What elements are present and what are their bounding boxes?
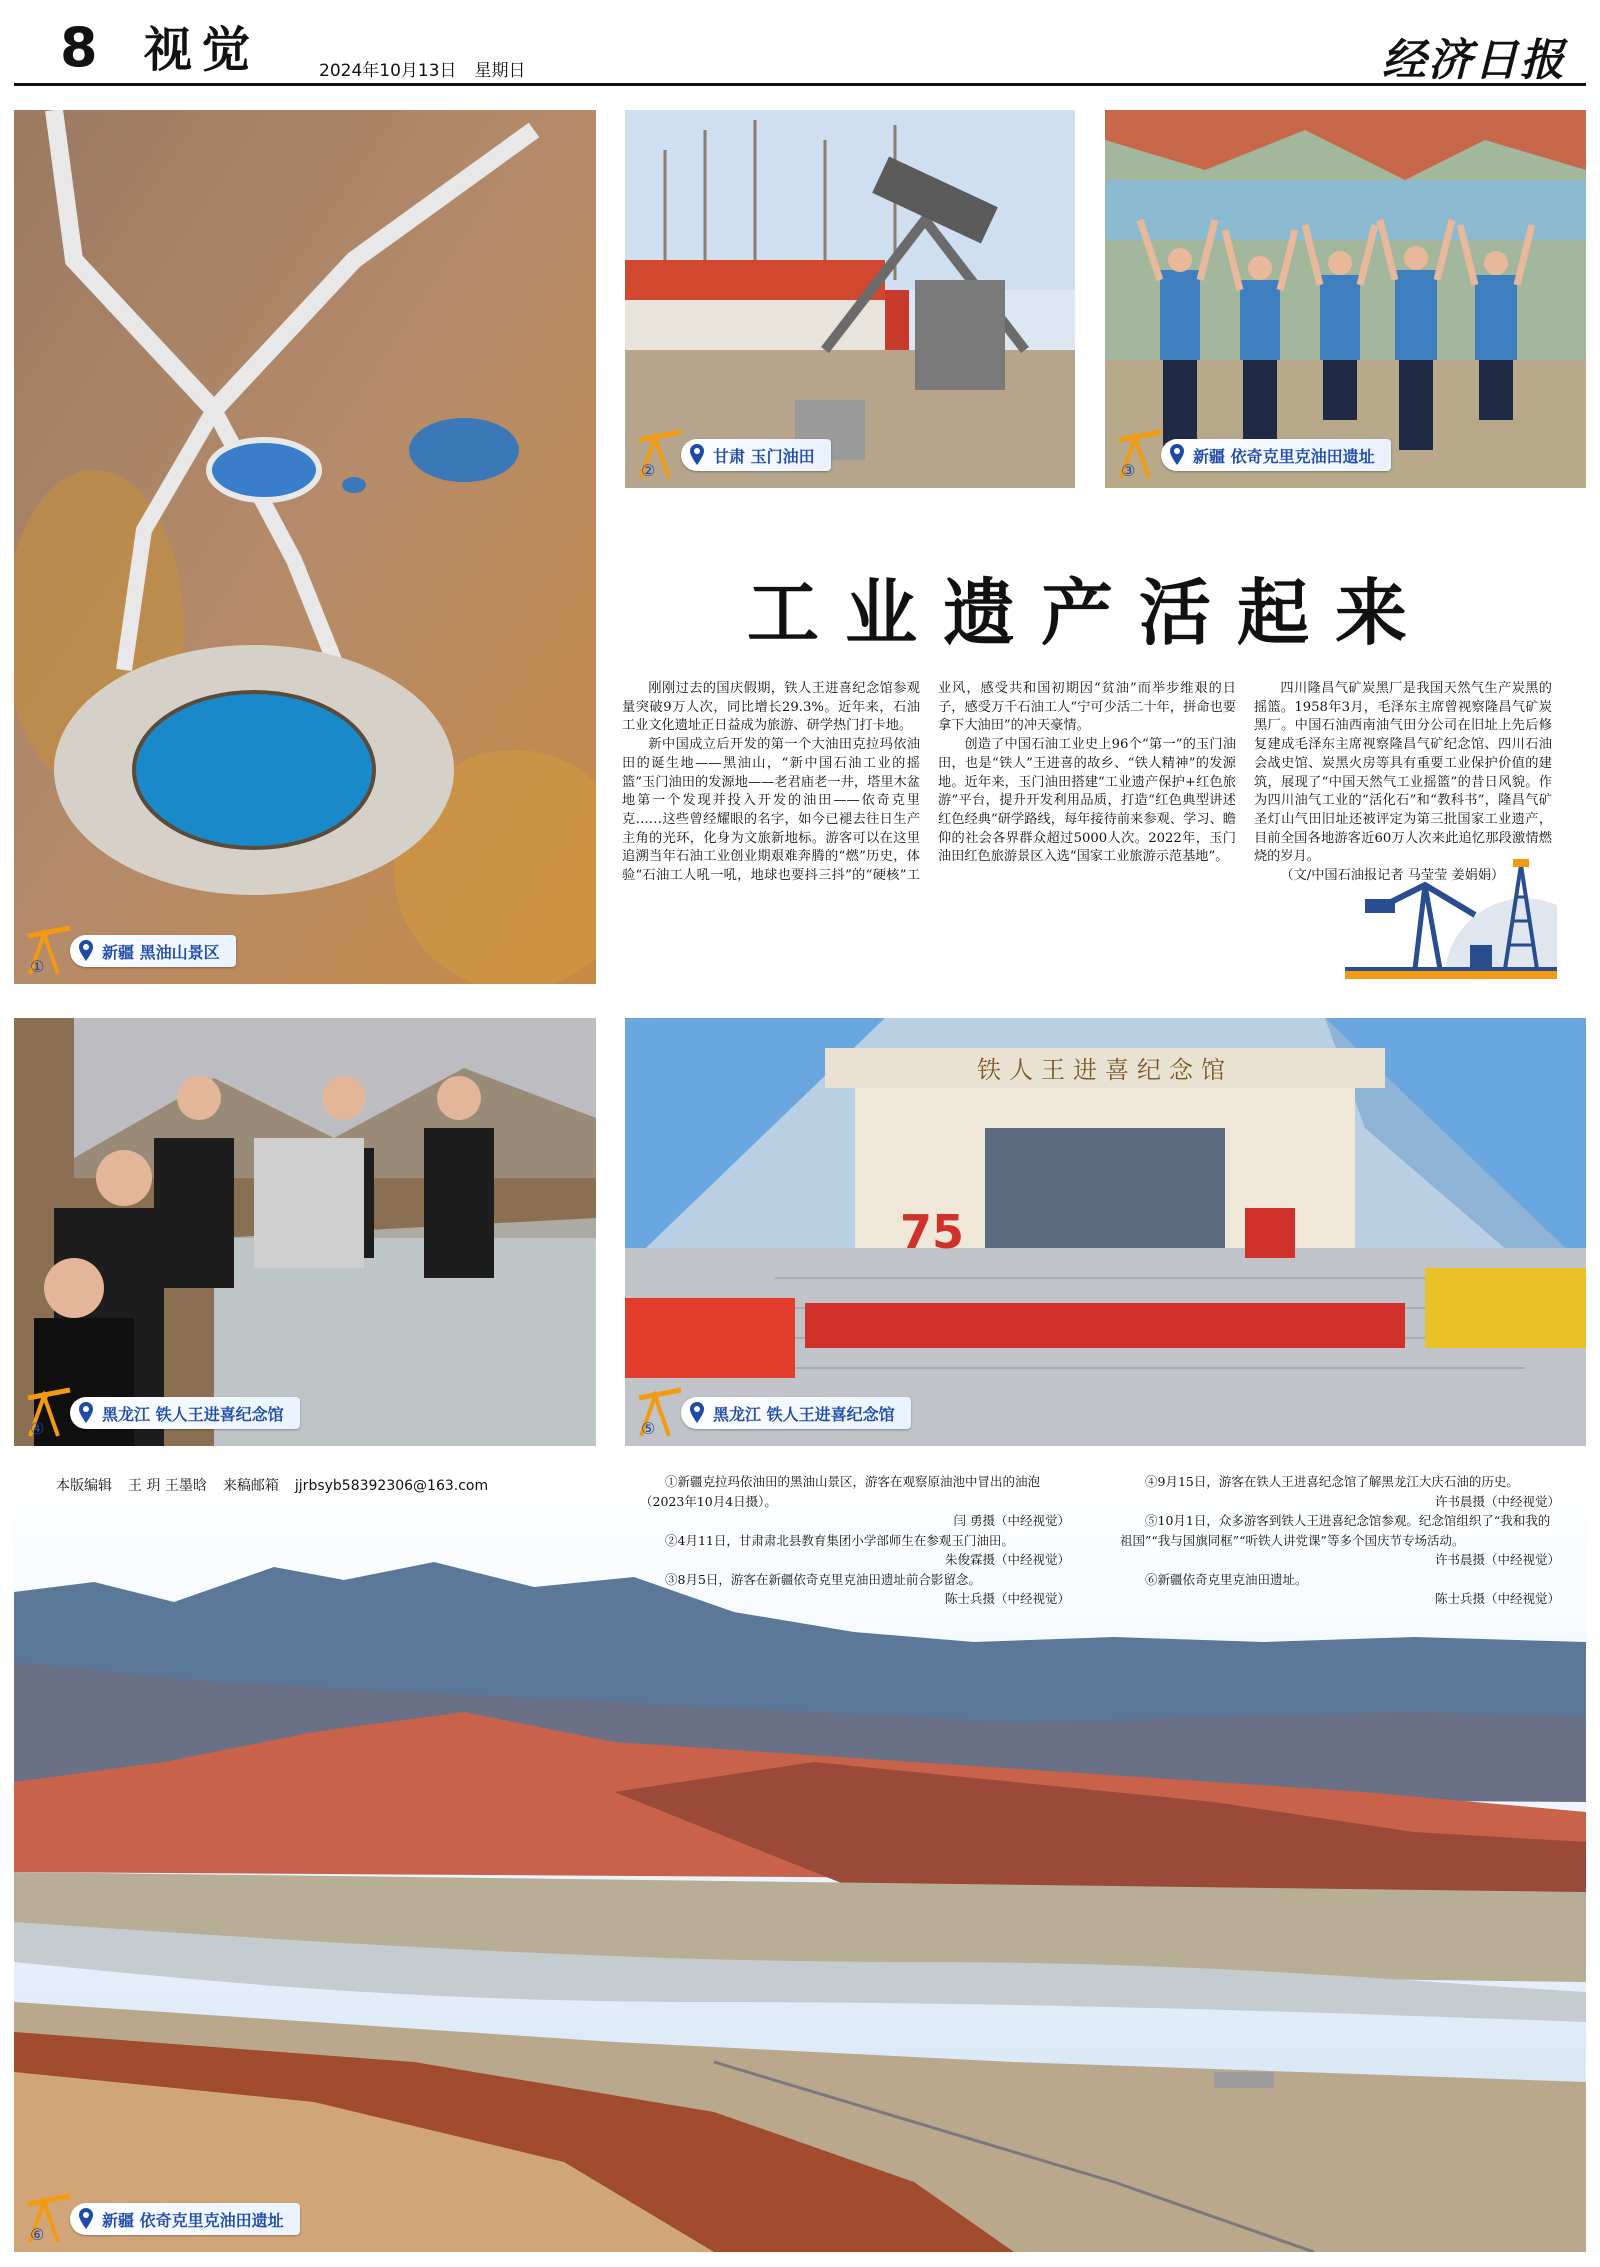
masthead [14, 0, 1586, 86]
oil-derrick-icon [24, 924, 74, 978]
captions-left-column [640, 1472, 1070, 1609]
caption-credit: 朱俊霖摄（中经视觉） [944, 1552, 1070, 1567]
location-label: 甘肃 玉门油田 [713, 446, 815, 466]
photo-4-image [14, 1018, 596, 1446]
section-title: 视觉 [144, 22, 261, 78]
location-pill [681, 1397, 911, 1429]
date-text: 2024年10月13日 [319, 61, 457, 81]
submission-email: jjrbsyb58392306@163.com [294, 1478, 489, 1494]
location-tag [24, 2200, 300, 2244]
location-pill [681, 439, 831, 471]
svg-text:75: 75 [900, 1205, 965, 1259]
article-paragraph: 四川隆昌气矿炭黑厂是我国天然气生产炭黑的摇篮。1958年3月，毛泽东主席曾视察隆昌气矿炭黑厂。中国石油西南油气田分公司在旧址上先后修复建成毛泽东主席视察隆昌气矿纪念馆、四川石油会战史馆、炭黑火房等具有重要工业保护价值的建筑，展现了“中国天然气工业摇篮”的昔日风貌。作为四川油气工业的“活化石”和“教科书”，隆昌气矿圣灯山气田旧址还被评定为第三批国家工业遗产，目前全国各地游客近60万人次来此追忆那段激情燃烧的岁月。 [1254, 681, 1552, 865]
photo-number: ⑥ [30, 2225, 45, 2244]
caption-credit: 陈士兵摄（中经视觉） [1434, 1591, 1560, 1606]
article-paragraph: 刚刚过去的国庆假期，铁人王进喜纪念馆参观量突破9万人次，同比增长29.3%。近年来，石油工业文化遗址正日益成为旅游、研学热门打卡地。 [622, 681, 920, 734]
captions-right-column [1120, 1472, 1560, 1609]
email-label: 来稿邮箱 [222, 1478, 279, 1494]
oil-derrick-icon [24, 1386, 74, 1440]
photo-1-heiyoushan [14, 110, 596, 984]
location-pill [70, 935, 236, 967]
editors-credit [56, 1475, 504, 1495]
headline: 工业遗产活起来 [746, 571, 1433, 655]
caption-credit: 陈士兵摄（中经视觉） [944, 1591, 1070, 1606]
location-pin-icon [78, 1402, 94, 1424]
location-pill [1161, 439, 1391, 471]
location-label: 黑龙江 铁人王进喜纪念馆 [713, 1404, 895, 1424]
issue-date [319, 56, 526, 81]
oil-derrick-icon [635, 428, 685, 482]
article-paragraph: 新中国成立后开发的第一个大油田克拉玛依油田的诞生地——黑油山，“新中国石油工业的摇篮”玉门油田的发源地——老君庙老一井，塔里木盆地第一个发现并投入开发的油田——依奇克里克……这些曾经耀眼的名字，如今已褪去往日生产主角的光环，化身为文旅新地标。游客可以在这里追溯当年石油工业创业期艰难奔腾的“燃”历史，体验“石油工人吼一吼，地球也要抖三抖”的“硬核”工业风，感受共和国初期因“贫油”而举步维艰的日子，感受万千石油工人“宁可少活二十年，拼命也要拿下大油田”的冲天豪情。 [622, 681, 1236, 884]
location-label: 黑龙江 铁人王进喜纪念馆 [102, 1404, 284, 1424]
newspaper-logo: 经济日报 [1382, 35, 1566, 86]
location-pin-icon [78, 2208, 94, 2230]
photo-1-image [14, 110, 596, 984]
photo-3-yiqikelike-group [1105, 110, 1586, 488]
photo-4-museum-interior [14, 1018, 596, 1446]
location-pin-icon [689, 1402, 705, 1424]
photo-5-memorial-hall [625, 1018, 1586, 1446]
location-pill [70, 2203, 300, 2235]
caption-credit: 许书晨摄（中经视觉） [1434, 1493, 1560, 1509]
location-tag [24, 932, 236, 976]
location-pin-icon [78, 940, 94, 962]
article-byline: （文/中国石油报记者 马莹莹 姜娟娟） [1280, 868, 1505, 884]
oil-derrick-icon [24, 2192, 74, 2246]
oil-industry-illustration [1345, 845, 1557, 979]
photo-3-image [1105, 110, 1586, 488]
location-tag [24, 1394, 300, 1438]
location-tag [635, 1394, 911, 1438]
location-pin-icon [689, 444, 705, 466]
photo-2-yumen [625, 110, 1075, 488]
photo-number: ② [641, 461, 656, 480]
caption-6: ⑥新疆依奇克里克油田遗址。 [1145, 1571, 1308, 1587]
article-paragraph: 创造了中国石油工业史上96个“第一”的玉门油田，也是“铁人”王进喜的故乡、“铁人精神”的发源地。近年来，玉门油田搭建“工业遗产保护+红色旅游”平台，提升开发利用品质，打造“红色典型讲述红色经典”研学路线，每年接待前来参观、学习、瞻仰的社会各界群众超过5000人次。2022年，玉门油田红色旅游景区入选“国家工业旅游示范基地”。 [938, 737, 1236, 865]
photo-number: ⑤ [641, 1419, 656, 1438]
caption-5: ⑤10月1日，众多游客到铁人王进喜纪念馆参观。纪念馆组织了“我和我的祖国”“我与国旗同框”“听铁人讲党课”等多个国庆节专场活动。 [1120, 1513, 1551, 1548]
photo-5-image [625, 1018, 1586, 1446]
caption-credit: 许书晨摄（中经视觉） [1434, 1552, 1560, 1567]
caption-3: ③8月5日，游客在新疆依奇克里克油田遗址前合影留念。 [665, 1571, 981, 1587]
editors-names: 王 玥 王墨晗 [128, 1478, 207, 1494]
oil-derrick-icon [635, 1386, 685, 1440]
caption-2: ②4月11日，甘肃肃北县教育集团小学部师生在参观玉门油田。 [665, 1532, 1014, 1548]
location-label: 新疆 黑油山景区 [102, 942, 220, 962]
location-label: 新疆 依奇克里克油田遗址 [102, 2210, 284, 2230]
caption-credit: 闫 勇摄（中经视觉） [953, 1513, 1070, 1528]
caption-4: ④9月15日，游客在铁人王进喜纪念馆了解黑龙江大庆石油的历史。 [1145, 1474, 1519, 1489]
photo-2-image [625, 110, 1075, 488]
editors-label: 本版编辑 [56, 1478, 112, 1494]
photo-number: ④ [30, 1419, 45, 1438]
location-tag [635, 436, 831, 480]
location-label: 新疆 依奇克里克油田遗址 [1193, 446, 1375, 466]
location-pill [70, 1397, 300, 1429]
photo-number: ③ [1121, 461, 1136, 480]
oil-derrick-icon [1115, 428, 1165, 482]
caption-1: ①新疆克拉玛依油田的黑油山景区，游客在观察原油池中冒出的油泡（2023年10月4日摄）。 [640, 1474, 1041, 1509]
photo-number: ① [30, 957, 45, 976]
page-number: 8 [60, 16, 98, 79]
weekday-text: 星期日 [474, 61, 526, 81]
memorial-sign: 铁人王进喜纪念馆 [977, 1056, 1233, 1084]
location-tag [1115, 436, 1391, 480]
location-pin-icon [1169, 444, 1185, 466]
